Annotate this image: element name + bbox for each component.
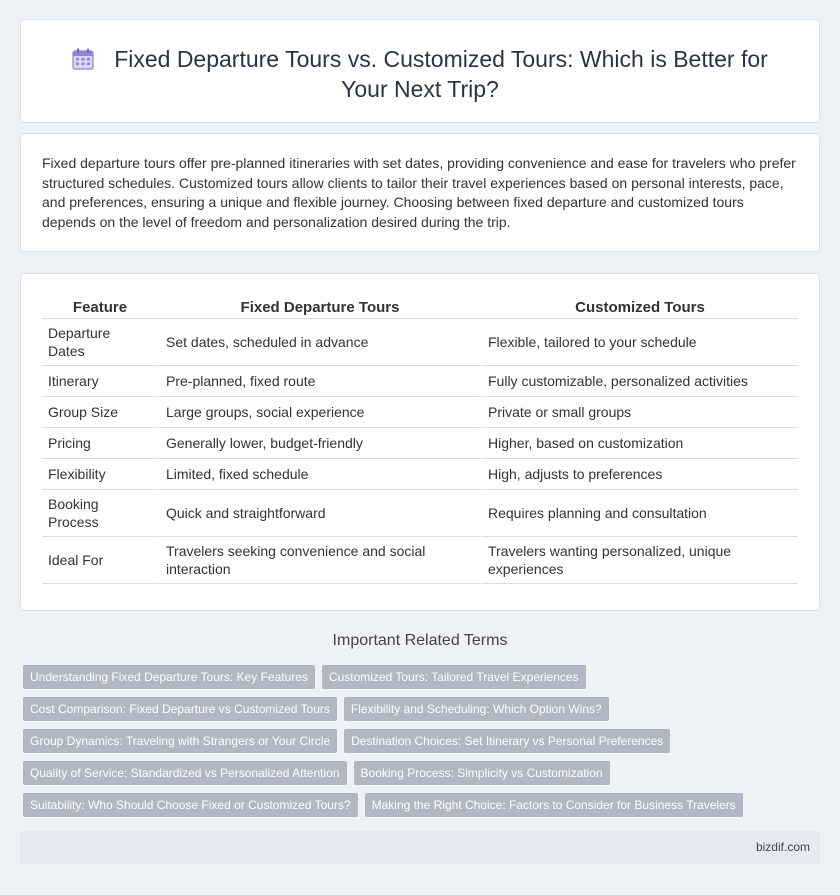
comparison-table-card [20,273,820,611]
tag-row [23,793,743,817]
custom-cell: Private or small groups [482,397,798,428]
related-term-tag[interactable]: Flexibility and Scheduling: Which Option Wins? [344,697,609,721]
related-term-tag[interactable]: Making the Right Choice: Factors to Consider for Business Travelers [365,793,743,817]
fixed-cell: Generally lower, budget-friendly [158,428,482,459]
table-row [42,397,798,428]
feature-cell: Group Size [42,397,158,428]
related-term-tag[interactable]: Suitability: Who Should Choose Fixed or Customized Tours? [23,793,358,817]
table-row [42,428,798,459]
custom-cell: Fully customizable, personalized activities [482,366,798,397]
custom-cell: Higher, based on customization [482,428,798,459]
fixed-cell: Travelers seeking convenience and social interaction [158,537,482,584]
custom-cell: Travelers wanting personalized, unique experiences [482,537,798,584]
table-header-row [42,295,798,319]
feature-cell: Flexibility [42,459,158,490]
related-term-tag[interactable]: Booking Process: Simplicity vs Customization [354,761,610,785]
header-feature: Feature [42,295,158,319]
tag-row [23,729,670,753]
fixed-cell: Large groups, social experience [158,397,482,428]
feature-cell: Booking Process [42,490,158,537]
intro-paragraph: Fixed departure tours offer pre-planned itineraries with set dates, providing convenience and ease for travelers who prefer structured schedules. Customized tours allow clients to tailor their travel experiences based on personal interests, pace, and preferences, ensuring a unique and flexible journey. Choosing between fixed departure and customized tours depends on the level of freedom and personalization desired during the trip. [42,155,796,230]
page-title: Fixed Departure Tours vs. Customized Tours: Which is Better for Your Next Trip? [114,46,768,102]
related-term-tag[interactable]: Customized Tours: Tailored Travel Experiences [322,665,586,689]
related-term-tag[interactable]: Cost Comparison: Fixed Departure vs Customized Tours [23,697,337,721]
table-row [42,459,798,490]
table-row [42,490,798,537]
fixed-cell: Quick and straightforward [158,490,482,537]
related-term-tag[interactable]: Group Dynamics: Traveling with Strangers or Your Circle [23,729,337,753]
comparison-table [42,295,798,584]
feature-cell: Ideal For [42,537,158,584]
fixed-cell: Set dates, scheduled in advance [158,319,482,366]
footer-site-link[interactable]: bizdif.com [755,840,810,854]
custom-cell: Requires planning and consultation [482,490,798,537]
feature-cell: Itinerary [42,366,158,397]
fixed-cell: Pre-planned, fixed route [158,366,482,397]
related-terms-heading: Important Related Terms [332,632,508,649]
related-term-tag[interactable]: Destination Choices: Set Itinerary vs Personal Preferences [344,729,670,753]
title-card [20,19,820,123]
table-row [42,366,798,397]
fixed-cell: Limited, fixed schedule [158,459,482,490]
header-customized: Customized Tours [482,295,798,319]
header-fixed-departure: Fixed Departure Tours [158,295,482,319]
feature-cell: Departure Dates [42,319,158,366]
related-term-tag[interactable]: Quality of Service: Standardized vs Personalized Attention [23,761,347,785]
feature-cell: Pricing [42,428,158,459]
tag-row [23,761,610,785]
tag-row [23,697,609,721]
footer [20,831,820,864]
custom-cell: High, adjusts to preferences [482,459,798,490]
calendar-icon [72,48,94,70]
related-term-tag[interactable]: Understanding Fixed Departure Tours: Key Features [23,665,315,689]
table-row [42,537,798,584]
tag-row [23,665,586,689]
table-row [42,319,798,366]
custom-cell: Flexible, tailored to your schedule [482,319,798,366]
intro-card [20,133,820,252]
